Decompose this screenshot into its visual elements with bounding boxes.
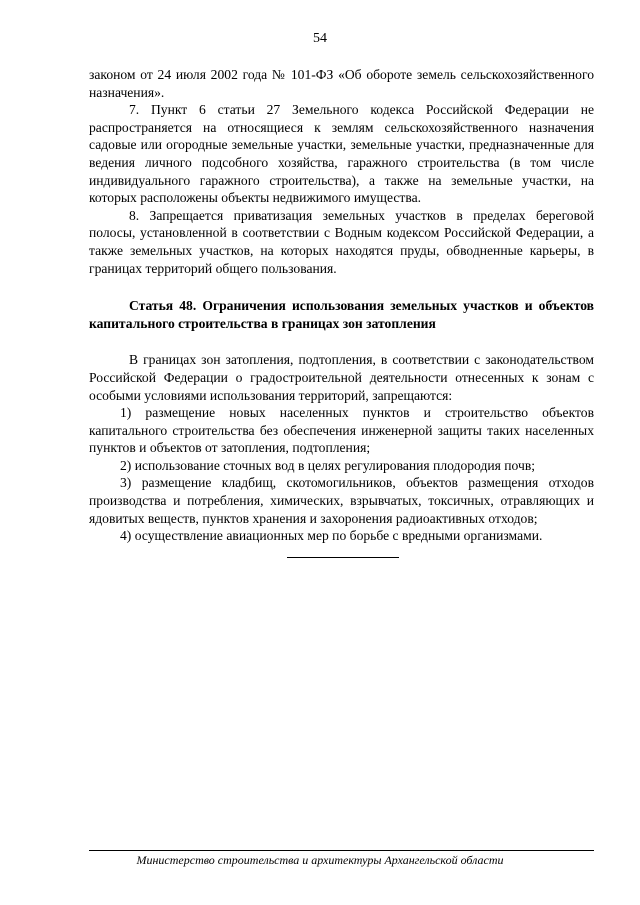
footer-rule [89,850,594,851]
article-intro: В границах зон затопления, подтопления, в соответствии с законодательством Российской Федерации о градостроительной деятельности отнесенных к зонам с особыми условиями использования территорий, запрещаются: [89,352,594,403]
section-divider [287,557,399,558]
paragraph-continuation: законом от 24 июля 2002 года № 101-ФЗ «Об обороте земель сельскохозяйственного назначения». [89,67,594,100]
list-item-2: 2) использование сточных вод в целях регулирования плодородия почв; [120,457,536,473]
footer-text: Министерство строительства и архитектуры Архангельской области [136,853,504,867]
list-item-3: 3) размещение кладбищ, скотомогильников, объектов размещения отходов производства и потребления, химических, взрывчатых, токсичных, отравляющих и ядовитых веществ, пунктов хранения и захоронения радиоактивных отходов; [89,475,594,526]
article-heading: Статья 48. Ограничения использования земельных участков и объектов капитального строительства в границах зон затопления [89,298,594,331]
list-item-1: 1) размещение новых населенных пунктов и строительство объектов капитального строительства без обеспечения инженерной защиты таких населенных пунктов и объектов от затопления, подтопления; [89,405,594,456]
paragraph-item-8: 8. Запрещается приватизация земельных участков в пределах береговой полосы, установленной в соответствии с Водным кодексом Российской Федерации, а также земельных участков, на которых находятся пруды, обводненные карьеры, в границах территорий общего пользования. [89,207,594,276]
document-body [89,66,594,558]
list-item-4: 4) осуществление авиационных мер по борьбе с вредными организмами. [120,528,543,544]
paragraph-item-7: 7. Пункт 6 статьи 27 Земельного кодекса Российской Федерации не распространяется на относящиеся к землям сельскохозяйственного назначения садовые или огородные земельные участки, земельные участки, предназначенные для ведения личного подсобного хозяйства, гаражного строительства (в том числе индивидуального гаражного строительства), а также на земельные участки, на которых расположены объекты недвижимого имущества. [89,102,594,206]
page-number: 54 [313,31,327,46]
